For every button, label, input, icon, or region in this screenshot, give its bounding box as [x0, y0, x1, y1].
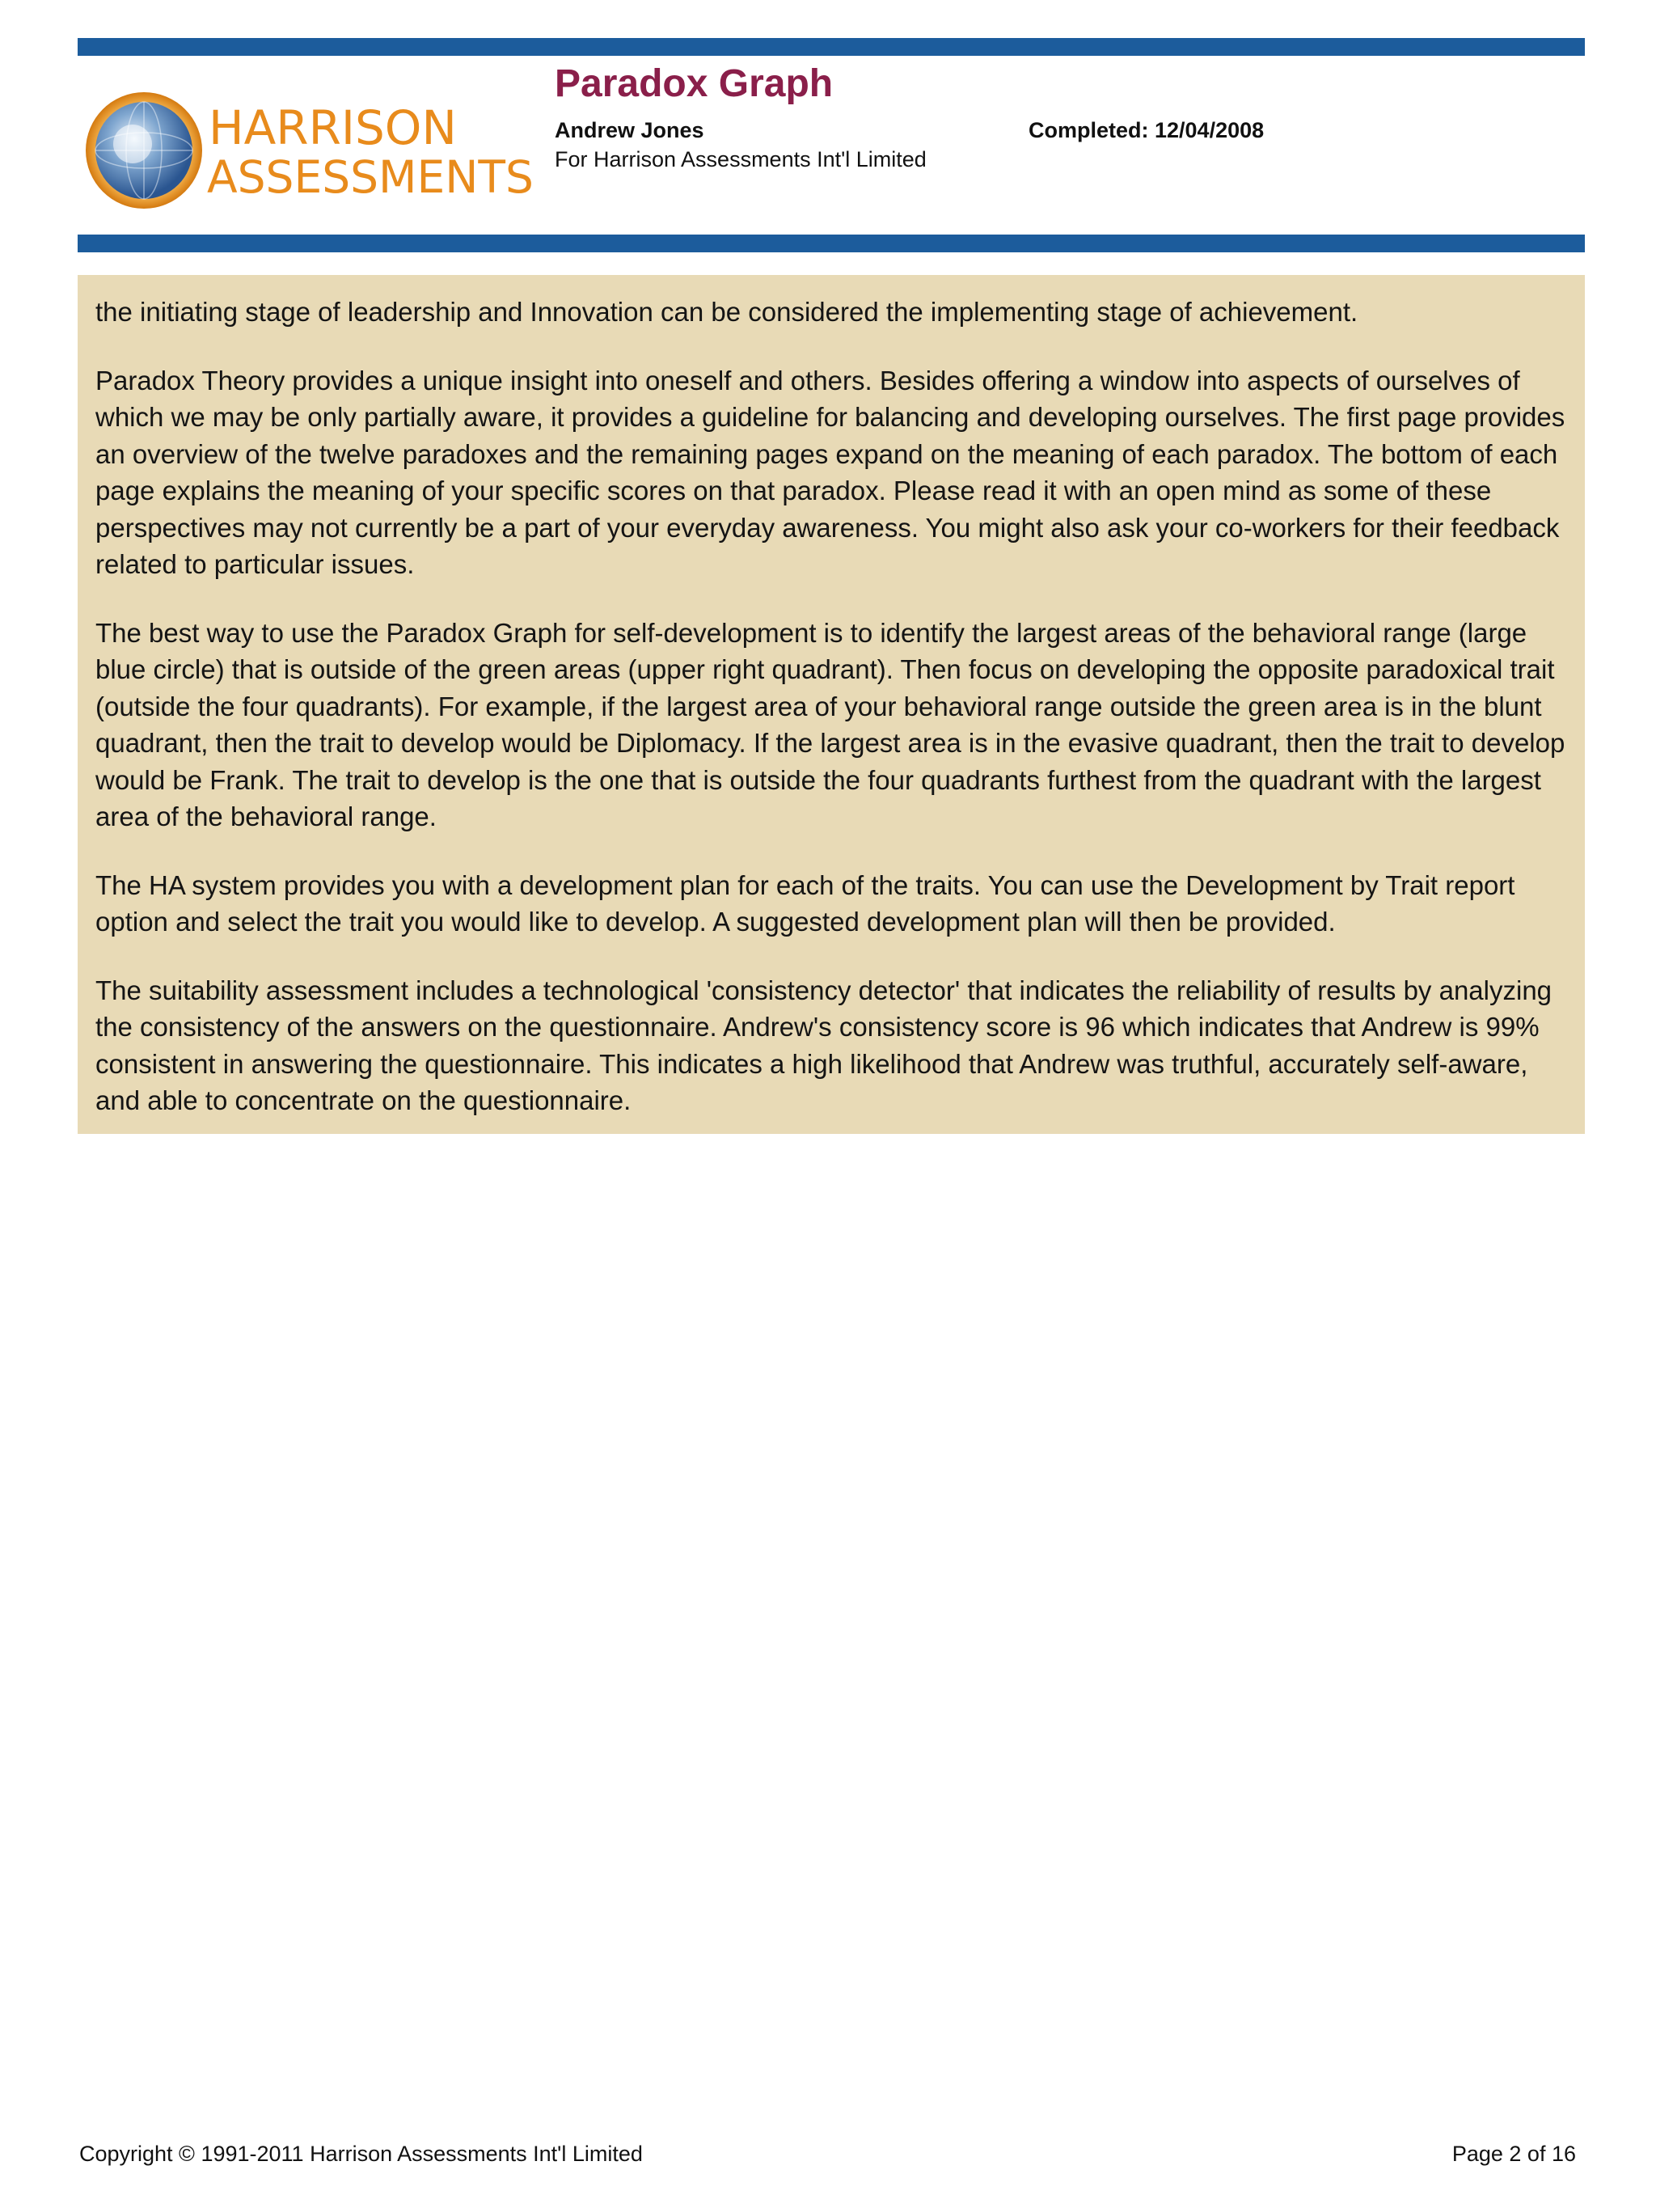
logo-globe-highlight	[113, 125, 152, 163]
report-title: Paradox Graph	[555, 62, 834, 105]
footer-copyright: Copyright © 1991-2011 Harrison Assessments Int'l Limited	[79, 2142, 643, 2166]
footer-page-number: Page 2 of 16	[1451, 2142, 1576, 2166]
header-top-bar	[78, 38, 1585, 56]
logo-text-line2: ASSESSMENTS	[207, 151, 534, 203]
candidate-name: Andrew Jones	[555, 118, 704, 142]
paragraph: Paradox Theory provides a unique insight into oneself and others. Besides offering a window into aspects of ourselves of which we may be only partially aware, it provides a guideline for balancing and developing ourselves. The first page provides an overview of the twelve paradoxes and the remaining pages expand on the meaning of each paradox. The bottom of each page explains the meaning of your specific scores on that paradox. Please read it with an open mind as some of these perspectives may not currently be a part of your everyday awareness. You might also ask your co-workers for their feedback related to particular issues.	[95, 365, 1565, 579]
paragraph: The suitability assessment includes a technological 'consistency detector' that indicates the reliability of results by analyzing the consistency of the answers on the questionnaire. Andrew's consistency score is 96 which indicates that Andrew is 99% consistent in answering the questionnaire. This indicates a high likelihood that Andrew was truthful, accurately self-aware, and able to concentrate on the questionnaire.	[95, 975, 1552, 1115]
paragraph: The HA system provides you with a development plan for each of the traits. You can use the Development by Trait report option and select the trait you would like to develop. A suggested development plan will then be provided.	[95, 869, 1515, 937]
paradox-description-box	[78, 275, 1585, 1134]
organization-line: For Harrison Assessments Int'l Limited	[555, 147, 927, 171]
logo-text-line1: HARRISON	[209, 100, 457, 155]
paragraph: The best way to use the Paradox Graph for self-development is to identify the largest areas of the behavioral range (large blue circle) that is outside of the green areas (upper right quadrant). Then focus on developing the opposite paradoxical trait (outside the four quadrants). For example, if the largest area of your behavioral range outside the green area is in the blunt quadrant, then the trait to develop would be Diplomacy. If the largest area is in the evasive quadrant, then the trait to develop would be Frank. The trait to develop is the one that is outside the four quadrants furthest from the quadrant with the largest area of the behavioral range.	[95, 617, 1565, 831]
paragraph: the initiating stage of leadership and Innovation can be considered the implementing stage of achievement.	[95, 297, 1358, 327]
completed-date: Completed: 12/04/2008	[1029, 118, 1265, 142]
harrison-assessments-logo	[84, 91, 537, 212]
header-bottom-bar	[78, 235, 1585, 252]
